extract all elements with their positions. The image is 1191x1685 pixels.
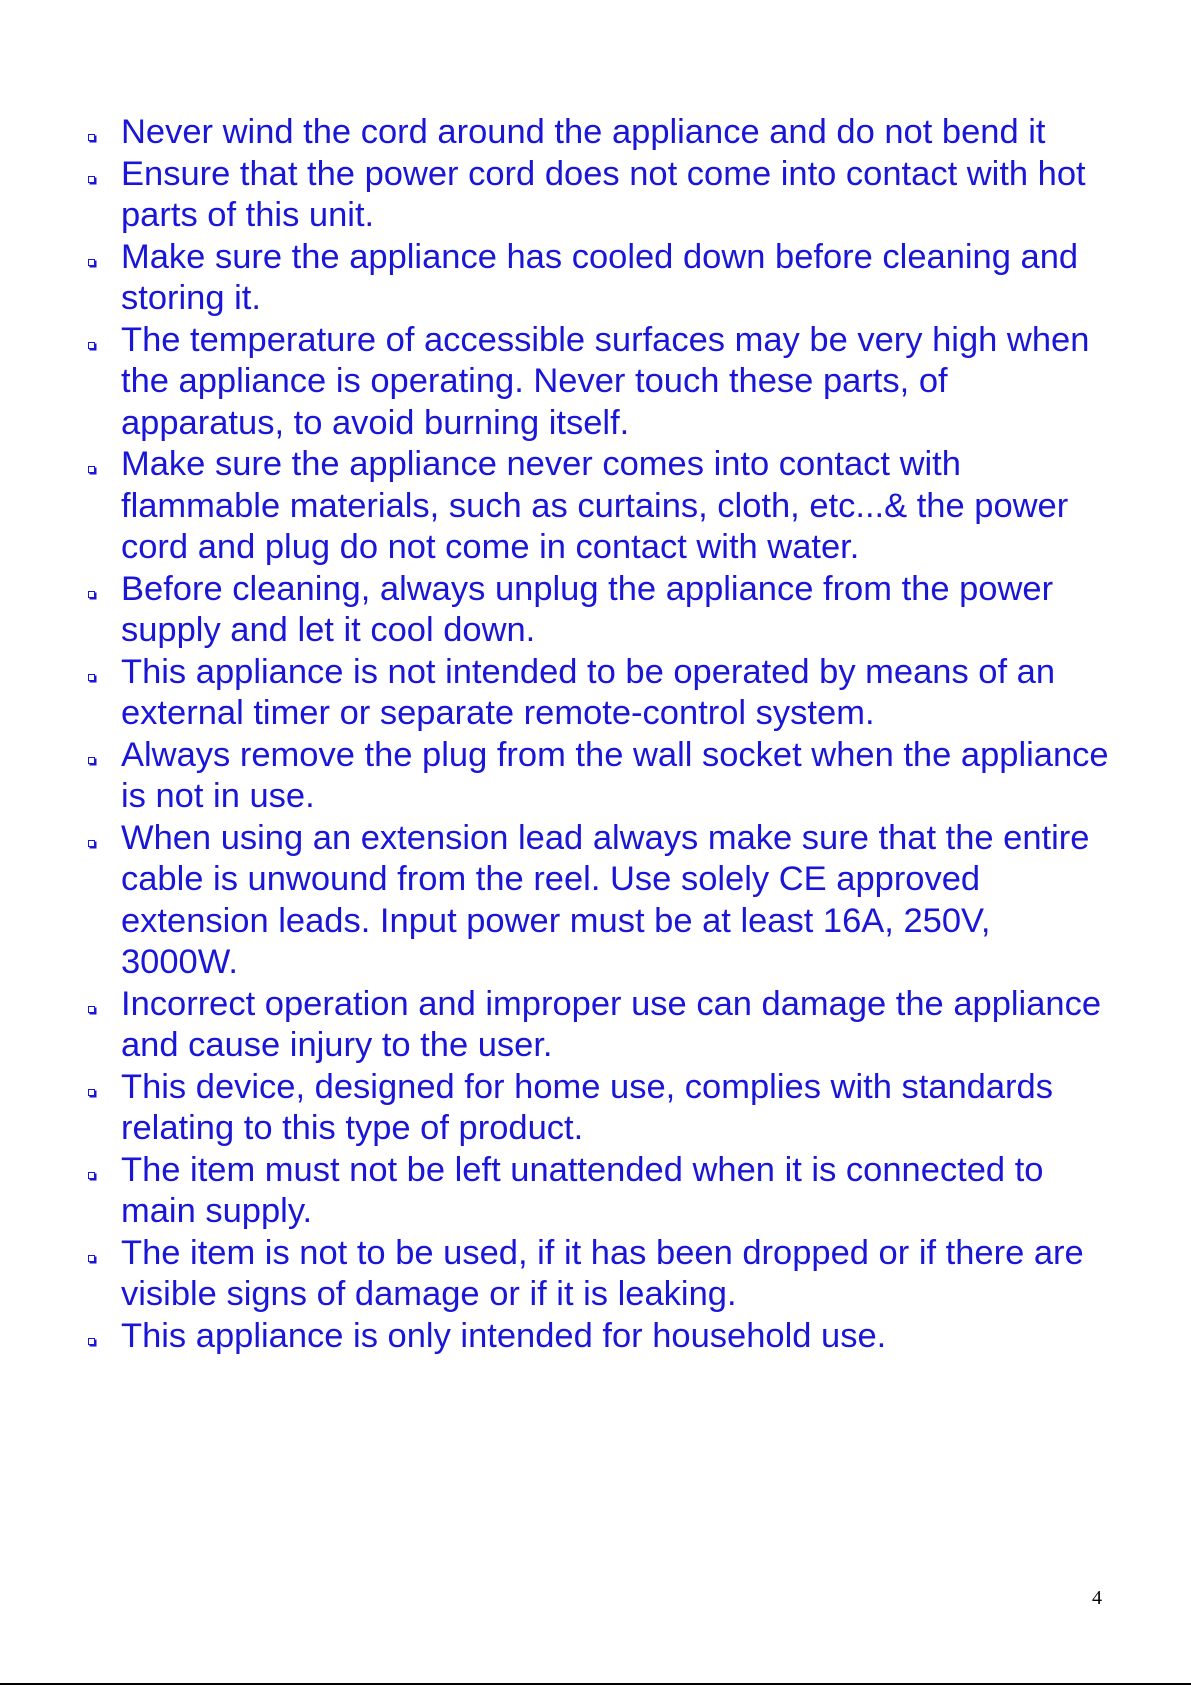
- list-item: [0, 1150, 1191, 1233]
- list-item: [0, 818, 1191, 984]
- list-item-text: Make sure the appliance has cooled down before cleaning and storing it.: [121, 237, 1079, 317]
- list-item: [0, 569, 1191, 652]
- list-item-text: This appliance is only intended for household use.: [121, 1316, 887, 1355]
- list-item: [0, 320, 1191, 445]
- square-bullet-icon: [88, 757, 95, 764]
- list-item: [0, 444, 1191, 569]
- list-item-text: The item is not to be used, if it has been dropped or if there are visible signs of damage or if it is leaking.: [121, 1233, 1084, 1313]
- list-item: [0, 112, 1191, 154]
- square-bullet-icon: [88, 1338, 95, 1345]
- list-item-text: The temperature of accessible surfaces may be very high when the appliance is operating. Never touch these parts, of apparatus, to avoid burning itself.: [121, 320, 1090, 442]
- square-bullet-icon: [88, 674, 95, 681]
- safety-instructions-list: [0, 112, 1191, 1357]
- list-item-text: Ensure that the power cord does not come into contact with hot parts of this unit.: [121, 154, 1086, 234]
- list-item: [0, 1316, 1191, 1358]
- square-bullet-icon: [88, 259, 95, 266]
- square-bullet-icon: [88, 591, 95, 598]
- square-bullet-icon: [88, 1006, 95, 1013]
- list-item-text: This appliance is not intended to be operated by means of an external timer or separate remote-control system.: [121, 652, 1056, 732]
- list-item: [0, 154, 1191, 237]
- list-item: [0, 1233, 1191, 1316]
- list-item: [0, 1067, 1191, 1150]
- list-item-text: Make sure the appliance never comes into contact with flammable materials, such as curtains, cloth, etc...& the power cord and plug do not come in contact with water.: [121, 445, 1069, 566]
- list-item-text: Incorrect operation and improper use can damage the appliance and cause injury to the user.: [121, 984, 1102, 1064]
- list-item-text: Always remove the plug from the wall socket when the appliance is not in use.: [121, 735, 1109, 815]
- list-item: [0, 735, 1191, 818]
- list-item-text: The item must not be left unattended when it is connected to main supply.: [121, 1150, 1044, 1230]
- list-item: [0, 652, 1191, 735]
- square-bullet-icon: [88, 176, 95, 183]
- square-bullet-icon: [88, 466, 95, 473]
- list-item: [0, 237, 1191, 320]
- list-item-text: Before cleaning, always unplug the appliance from the power supply and let it cool down.: [121, 569, 1054, 649]
- square-bullet-icon: [88, 1255, 95, 1262]
- square-bullet-icon: [88, 1089, 95, 1096]
- list-item: [0, 984, 1191, 1067]
- square-bullet-icon: [88, 134, 95, 141]
- list-item-text: Never wind the cord around the appliance and do not bend it: [121, 113, 1046, 151]
- list-item-text: When using an extension lead always make sure that the entire cable is unwound from the reel. Use solely CE approved extension leads. Input power must be at least 16A, 250V, 3000W.: [121, 818, 1090, 981]
- square-bullet-icon: [88, 342, 95, 349]
- list-item-text: This device, designed for home use, complies with standards relating to this type of product.: [121, 1067, 1053, 1147]
- square-bullet-icon: [88, 840, 95, 847]
- page-number: 4: [1092, 1587, 1102, 1609]
- square-bullet-icon: [88, 1172, 95, 1179]
